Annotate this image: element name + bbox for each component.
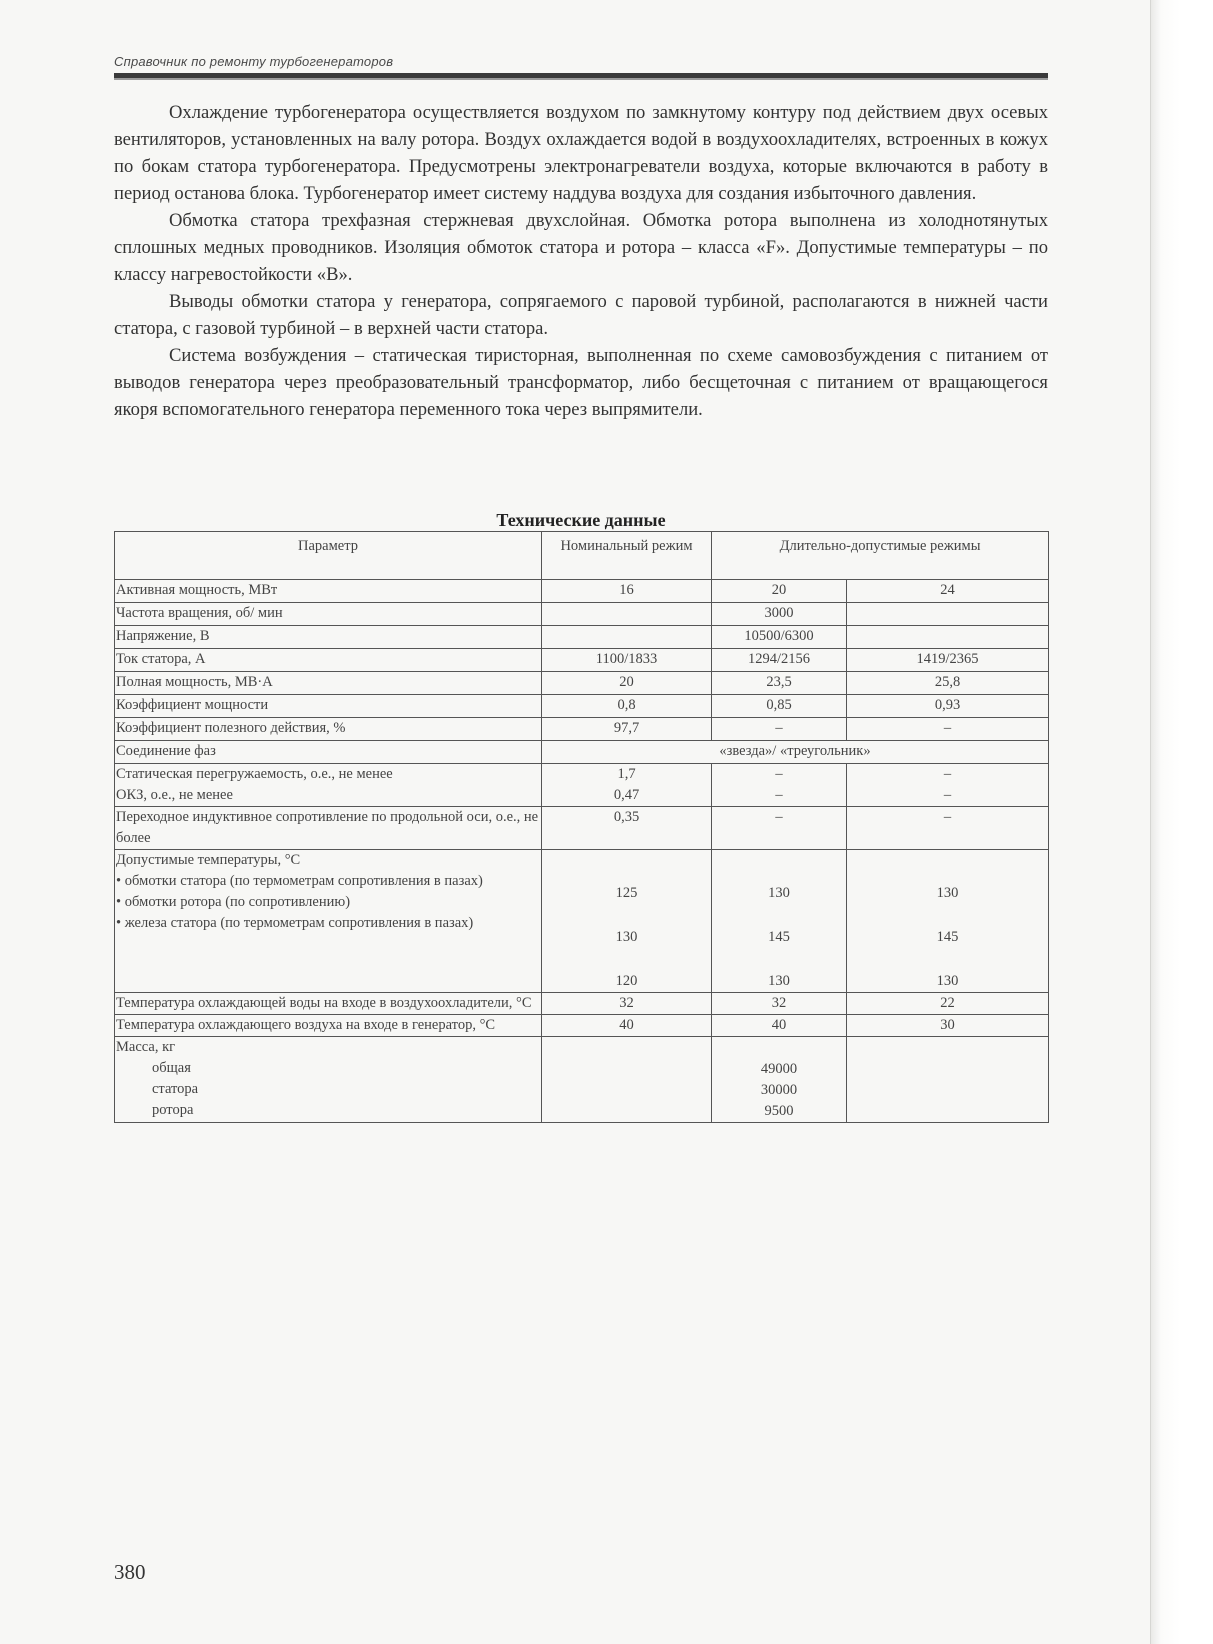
- param-label: Активная мощность, МВт: [115, 580, 542, 603]
- value-mass-stator: 30000: [760, 1082, 798, 1098]
- param-label-group: [115, 850, 542, 993]
- table-row: [115, 1037, 1049, 1123]
- value-common: 3000: [712, 603, 847, 626]
- value-longterm-2: 0,93: [847, 695, 1049, 718]
- param-label-group: [115, 1037, 542, 1123]
- param-label: Коэффициент мощности: [115, 695, 542, 718]
- param-label: Коэффициент полезного действия, %: [115, 718, 542, 741]
- empty-cell: [542, 626, 712, 649]
- value-okz: –: [775, 787, 783, 803]
- spacer: [849, 850, 1046, 872]
- value-common: «звезда»/ «треугольник»: [542, 741, 1049, 764]
- spacer: [714, 850, 844, 872]
- value-nominal: [542, 764, 712, 807]
- table-row: [115, 850, 1049, 993]
- value-nominal: 16: [542, 580, 712, 603]
- value-longterm-2: 25,8: [847, 672, 1049, 695]
- value-nominal: 0,8: [542, 695, 712, 718]
- technical-data-table: [114, 531, 1049, 1123]
- empty-cell: [542, 1037, 712, 1123]
- paragraph-cooling: Охлаждение турбогенератора осуществляется воздухом по замкнутому контуру под действием двух осевых вентиляторов, установленных на валу ротора. Воздух охлаждается водой в воздухоохладителях, встроенных в кожух по бокам статора турбогенератора. Предусмотрены электронагреватели воздуха, которые включаются в работу в период останова блока. Турбогенератор имеет систему наддува воздуха для создания избыточного давления.: [114, 102, 1048, 204]
- page-edge: [1150, 0, 1213, 1644]
- running-title: Справочник по ремонту турбогенераторов: [114, 54, 394, 69]
- param-label-group: [115, 764, 542, 807]
- empty-cell: [847, 603, 1049, 626]
- spacer: [714, 1037, 844, 1059]
- value-nominal: [542, 850, 712, 993]
- value-rotor-winding: 145: [936, 929, 959, 945]
- header-param: Параметр: [115, 532, 542, 580]
- param-sublabel: • обмотки статора (по термометрам сопротивления в пазах): [116, 873, 483, 889]
- value-stator-winding: 130: [936, 885, 959, 901]
- table-row: [115, 580, 1049, 603]
- table-row: [115, 718, 1049, 741]
- value-longterm-2: 1419/2365: [847, 649, 1049, 672]
- value-overload: –: [775, 766, 783, 782]
- value-stator-iron: 130: [768, 973, 790, 989]
- value-longterm-1: 40: [712, 1015, 847, 1037]
- value-common: 10500/6300: [712, 626, 847, 649]
- table-row: [115, 626, 1049, 649]
- paragraph-excitation: Система возбуждения – статическая тиристорная, выполненная по схеме самовозбуждения с питанием от выводов генератора через преобразовательный трансформатор, либо бесщеточная с питанием от вращающегося якоря вспомогательного генератора переменного тока через выпрямители.: [114, 345, 1048, 420]
- param-label: Ток статора, А: [115, 649, 542, 672]
- table-row: [115, 672, 1049, 695]
- param-label: Напряжение, В: [115, 626, 542, 649]
- value-nominal: 1100/1833: [542, 649, 712, 672]
- param-label: Соединение фаз: [115, 741, 542, 764]
- value-overload: –: [943, 766, 952, 782]
- param-label: Переходное индуктивное сопротивление по продольной оси, о.е., не более: [115, 807, 542, 850]
- value-longterm-2: [847, 850, 1049, 993]
- table-row: [115, 649, 1049, 672]
- param-label: Температура охлаждающей воды на входе в воздухоохладители, °С: [115, 993, 542, 1015]
- value-longterm-1: 0,85: [712, 695, 847, 718]
- value-common: [712, 1037, 847, 1123]
- spacer: [544, 850, 709, 872]
- value-longterm-1: [712, 850, 847, 993]
- value-longterm-1: 32: [712, 993, 847, 1015]
- table-header-row: [115, 532, 1049, 580]
- header-rule: [114, 73, 1048, 78]
- table-row: [115, 603, 1049, 626]
- value-longterm-1: –: [712, 718, 847, 741]
- value-mass-total: 49000: [760, 1061, 798, 1077]
- table-row: [115, 741, 1049, 764]
- param-sublabel: общая: [152, 1060, 191, 1076]
- value-longterm-2: –: [847, 807, 1049, 850]
- param-label: ОКЗ, о.е., не менее: [116, 787, 233, 803]
- value-longterm-1: 20: [712, 580, 847, 603]
- value-stator-iron: 130: [936, 973, 959, 989]
- value-mass-rotor: 9500: [764, 1103, 794, 1119]
- paragraph-terminals: Выводы обмотки статора у генератора, сопрягаемого с паровой турбиной, располагаются в нижней части статора, с газовой турбиной – в верхней части статора.: [114, 291, 1048, 339]
- param-label: Температура охлаждающего воздуха на входе в генератор, °С: [115, 1015, 542, 1037]
- value-stator-winding: 125: [615, 885, 638, 901]
- value-longterm-2: [847, 764, 1049, 807]
- value-longterm-1: –: [712, 807, 847, 850]
- table-row: [115, 764, 1049, 807]
- value-longterm-1: 23,5: [712, 672, 847, 695]
- value-nominal: 32: [542, 993, 712, 1015]
- table-row: [115, 993, 1049, 1015]
- param-sublabel: статора: [152, 1081, 199, 1097]
- value-okz: –: [943, 787, 952, 803]
- header-longterm: Длительно-допустимые режимы: [712, 532, 1049, 580]
- value-okz: 0,47: [613, 787, 640, 803]
- value-overload: 1,7: [617, 766, 636, 782]
- value-longterm-1: [712, 764, 847, 807]
- value-longterm-2: 30: [847, 1015, 1049, 1037]
- param-sublabel: ротора: [152, 1102, 194, 1118]
- value-nominal: 0,35: [542, 807, 712, 850]
- empty-cell: [542, 603, 712, 626]
- param-label: Частота вращения, об/ мин: [115, 603, 542, 626]
- value-stator-iron: 120: [615, 973, 638, 989]
- paragraph-windings: Обмотка статора трехфазная стержневая двухслойная. Обмотка ротора выполнена из холоднотянутых сплошных медных проводников. Изоляция обмоток статора и ротора – класса «F». Допустимые температуры – по классу нагревостойкости «В».: [114, 210, 1048, 285]
- param-label: Масса, кг: [116, 1039, 176, 1055]
- table-row: [115, 1015, 1049, 1037]
- running-header: [114, 54, 1048, 78]
- page-number: 380: [114, 1560, 146, 1584]
- empty-cell: [847, 1037, 1049, 1123]
- value-rotor-winding: 145: [768, 929, 790, 945]
- empty-cell: [847, 626, 1049, 649]
- value-longterm-2: 24: [847, 580, 1049, 603]
- param-label: Допустимые температуры, °С: [116, 852, 301, 868]
- value-longterm-1: 1294/2156: [712, 649, 847, 672]
- table-title: Технические данные: [496, 510, 666, 530]
- param-sublabel: • обмотки ротора (по сопротивлению): [116, 894, 351, 910]
- value-nominal: 40: [542, 1015, 712, 1037]
- param-sublabel: • железа статора (по термометрам сопротивления в пазах): [116, 915, 474, 931]
- value-rotor-winding: 130: [615, 929, 638, 945]
- value-longterm-2: 22: [847, 993, 1049, 1015]
- table-row: [115, 807, 1049, 850]
- value-stator-winding: 130: [768, 885, 790, 901]
- value-longterm-2: –: [847, 718, 1049, 741]
- body-text: [114, 99, 1048, 423]
- header-nominal: Номинальный режим: [542, 532, 712, 580]
- table-row: [115, 695, 1049, 718]
- param-label: Статическая перегружаемость, о.е., не менее: [116, 766, 393, 782]
- value-nominal: 97,7: [542, 718, 712, 741]
- value-nominal: 20: [542, 672, 712, 695]
- param-label: Полная мощность, МВ·А: [115, 672, 542, 695]
